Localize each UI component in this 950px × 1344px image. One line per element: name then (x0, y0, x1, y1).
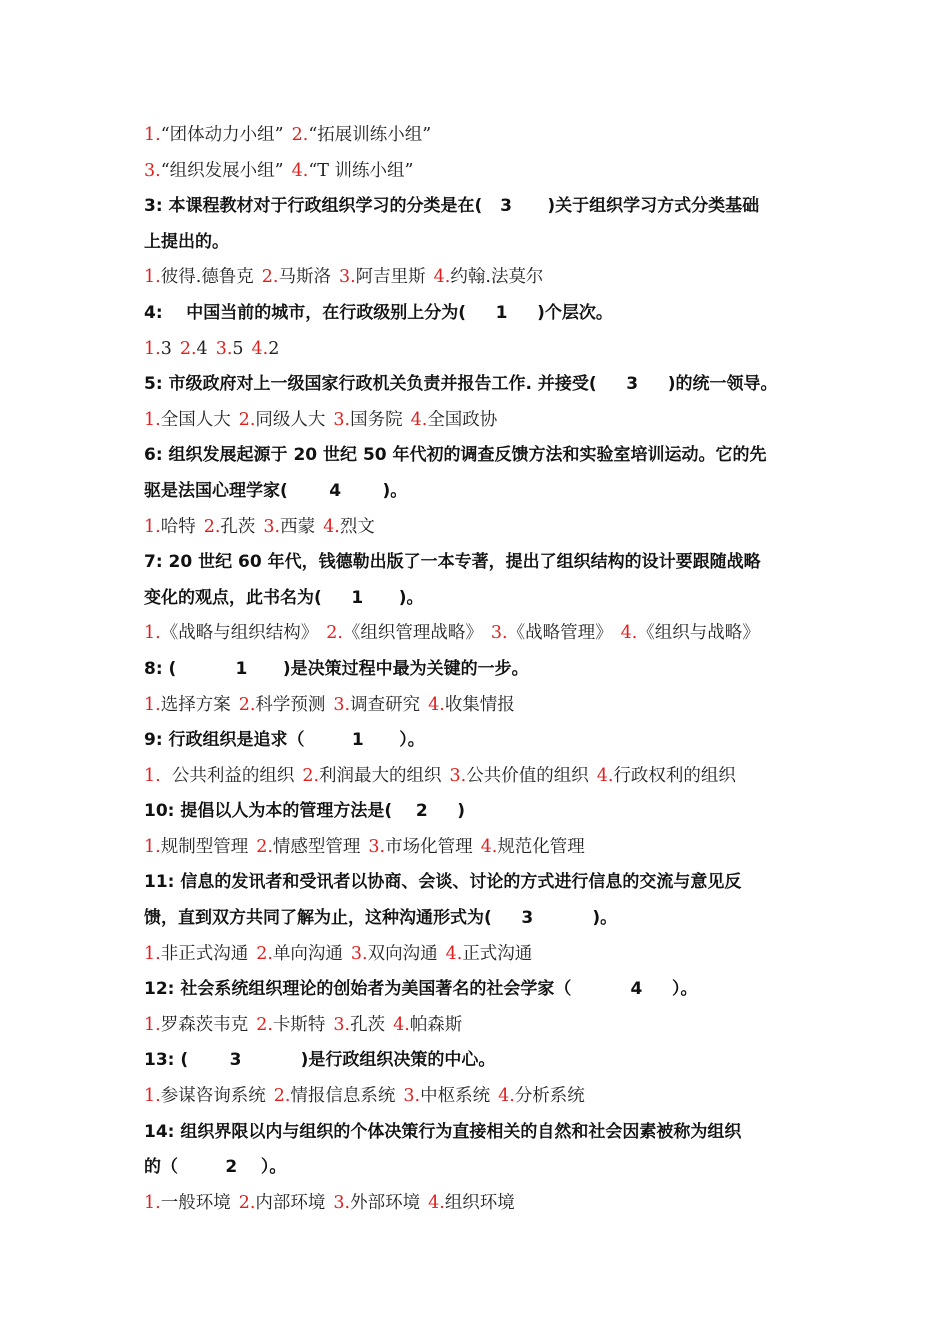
option-text: 全国人大 (160, 409, 231, 430)
question-line (144, 1115, 824, 1151)
options-line (144, 830, 824, 866)
option-number: 4. (433, 267, 451, 288)
option-text: 哈特 (160, 516, 196, 537)
option-number: 1. (144, 125, 161, 145)
option-text: 孔茨 (350, 1014, 386, 1035)
options-line (144, 1186, 824, 1222)
options-line (144, 937, 824, 973)
question-text: 7: 20 世纪 60 年代，钱德勒出版了一本专著，提出了组织结构的设计要跟随战略 (144, 552, 761, 573)
question-text: 4: 中国当前的城市，在行政级别上分为( 1 )个层次。 (144, 302, 613, 323)
option-number: 1. (144, 836, 161, 857)
options-line (144, 118, 824, 154)
option-number: 3. (333, 1014, 351, 1035)
question-line (144, 545, 824, 581)
option-number: 3. (490, 623, 508, 644)
option-number: 1. (144, 267, 161, 288)
option-text: 调查研究 (350, 694, 421, 715)
option-number: 1. (144, 1086, 161, 1107)
option-number: 2. (238, 409, 256, 430)
option-number: 4. (620, 623, 638, 644)
question-text: 8: ( 1 )是决策过程中最为关键的一步。 (144, 658, 529, 679)
option-text: 《战略与组织结构》 (160, 623, 319, 644)
option-text: 科学预测 (255, 694, 326, 715)
option-text: 公共价值的组织 (466, 765, 589, 786)
option-number: 2. (302, 765, 320, 786)
question-text: 11: 信息的发讯者和受讯者以协商、会谈、讨论的方式进行信息的交流与意见反 (144, 872, 742, 893)
option-number: 4. (393, 1014, 410, 1035)
option-number: 2. (238, 1192, 256, 1213)
option-text: 4 (196, 338, 208, 359)
option-number: 1. (144, 1014, 161, 1035)
option-text: 烈文 (339, 516, 375, 537)
option-text: 中枢系统 (420, 1086, 491, 1107)
option-text: 市场化管理 (385, 836, 473, 857)
option-number: 4. (445, 943, 463, 964)
options-line (144, 616, 824, 652)
question-line (144, 367, 824, 403)
option-text: 《组织管理战略》 (342, 623, 483, 644)
question-line (144, 189, 824, 225)
option-number: 4. (428, 694, 445, 715)
option-number: 1. (144, 943, 161, 964)
option-number: 3. (403, 1086, 421, 1107)
question-text: 驱是法国心理学家( 4 )。 (144, 480, 408, 501)
question-text: 的（ 2 ）。 (144, 1157, 287, 1178)
question-line (144, 972, 824, 1008)
options-line (144, 154, 824, 190)
option-number: 2. (326, 623, 343, 644)
options-line (144, 260, 824, 296)
options-line (144, 332, 824, 368)
question-text: 3: 本课程教材对于行政组织学习的分类是在( 3 )关于组织学习方式分类基础 (144, 196, 760, 217)
question-text: 变化的观点，此书名为( 1 )。 (144, 587, 424, 608)
option-number: 4. (291, 160, 309, 181)
option-text: 5 (232, 338, 244, 359)
question-line (144, 438, 824, 474)
option-text: 国务院 (350, 409, 403, 430)
option-text: 收集情报 (444, 694, 515, 715)
option-number: 1. (144, 765, 161, 786)
options-line (144, 510, 824, 546)
option-number: 2. (203, 516, 221, 537)
options-line (144, 1079, 824, 1115)
option-text: 卡斯特 (272, 1014, 326, 1035)
question-line (144, 794, 824, 830)
option-text: 同级人大 (255, 409, 326, 430)
option-text: 《组织与战略》 (637, 623, 760, 644)
option-number: 3. (215, 338, 233, 359)
options-line (144, 1008, 824, 1044)
option-text: 帕森斯 (409, 1014, 463, 1035)
option-text: 《战略管理》 (507, 623, 613, 644)
question-line (144, 1043, 824, 1079)
option-number: 4. (480, 836, 498, 857)
option-number: 3. (350, 943, 368, 964)
option-text: 规范化管理 (497, 836, 585, 857)
question-text: 13: ( 3 )是行政组织决策的中心。 (144, 1050, 496, 1071)
option-text: 罗森茨韦克 (160, 1014, 249, 1035)
option-text: 情感型管理 (272, 836, 361, 857)
question-line (144, 723, 824, 759)
question-text: 上提出的。 (144, 231, 229, 252)
option-number: 3. (263, 516, 281, 537)
option-text: 外部环境 (350, 1192, 421, 1213)
question-text: 馈，直到双方共同了解为止，这种沟通形式为( 3 )。 (144, 908, 618, 929)
option-text: 规制型管理 (160, 836, 249, 857)
question-text: 9: 行政组织是追求（ 1 ）。 (144, 730, 425, 751)
option-number: 3. (144, 160, 161, 181)
option-text: 一般环境 (160, 1192, 231, 1213)
question-line (144, 581, 824, 617)
option-number: 3. (333, 1192, 351, 1213)
question-line (144, 901, 824, 937)
option-number: 2. (273, 1086, 291, 1107)
option-text: 非正式沟通 (160, 943, 249, 964)
option-text: 情报信息系统 (290, 1086, 396, 1107)
question-text: 12: 社会系统组织理论的创始者为美国著名的社会学家（ 4 ）。 (144, 979, 698, 1000)
question-text: 5: 市级政府对上一级国家行政机关负责并报告工作. 并接受( 3 )的统一领导。 (144, 374, 778, 395)
option-text: 彼得.德鲁克 (160, 267, 254, 288)
option-number: 4. (251, 338, 269, 359)
option-number: 2. (256, 943, 273, 964)
document-page (144, 118, 824, 1221)
options-line (144, 403, 824, 439)
option-number: 4. (428, 1192, 445, 1213)
option-text: 马斯洛 (278, 267, 331, 288)
option-text: 公共利益的组织 (160, 765, 295, 786)
question-text: 6: 组织发展起源于 20 世纪 50 年代初的调查反馈方法和实验室培训运动。它的先 (144, 445, 767, 466)
option-number: 4. (596, 765, 614, 786)
option-number: 2. (179, 338, 197, 359)
option-number: 1. (144, 1192, 161, 1213)
option-text: 阿吉里斯 (355, 267, 426, 288)
option-text: 组织环境 (444, 1192, 515, 1213)
option-number: 3. (449, 765, 467, 786)
question-line (144, 652, 824, 688)
option-number: 3. (368, 836, 386, 857)
option-text: “拓展训练小组” (308, 125, 432, 145)
option-text: 单向沟通 (272, 943, 343, 964)
option-text: 西蒙 (280, 516, 316, 537)
option-number: 1. (144, 516, 161, 537)
option-text: 2 (268, 338, 280, 359)
option-number: 3. (333, 409, 351, 430)
options-line (144, 759, 824, 795)
option-number: 2. (256, 836, 273, 857)
option-number: 2. (238, 694, 256, 715)
option-text: 全国政协 (427, 409, 498, 430)
option-text: 内部环境 (255, 1192, 326, 1213)
option-text: “团体动力小组” (160, 125, 284, 145)
option-text: 双向沟通 (367, 943, 438, 964)
question-text: 14: 组织界限以内与组织的个体决策行为直接相关的自然和社会因素被称为组织 (144, 1121, 742, 1142)
option-text: 正式沟通 (462, 943, 533, 964)
option-text: 3 (160, 338, 172, 359)
option-number: 2. (291, 125, 309, 145)
option-number: 1. (144, 623, 161, 644)
option-text: 行政权利的组织 (613, 765, 736, 786)
option-text: 参谋咨询系统 (160, 1086, 266, 1107)
question-line (144, 296, 824, 332)
options-line (144, 688, 824, 724)
option-text: “T 训练小组” (308, 160, 414, 181)
option-number: 4. (410, 409, 428, 430)
option-text: 孔茨 (220, 516, 256, 537)
option-text: 选择方案 (160, 694, 231, 715)
question-line (144, 225, 824, 261)
option-number: 4. (498, 1086, 515, 1107)
question-text: 10: 提倡以人为本的管理方法是( 2 ) (144, 801, 466, 822)
option-number: 2. (256, 1014, 273, 1035)
option-text: 约翰.法莫尔 (450, 267, 544, 288)
option-text: “组织发展小组” (160, 160, 284, 181)
option-number: 1. (144, 694, 161, 715)
option-number: 3. (338, 267, 356, 288)
option-number: 3. (333, 694, 351, 715)
option-number: 4. (323, 516, 340, 537)
option-number: 1. (144, 338, 161, 359)
question-line (144, 474, 824, 510)
question-line (144, 865, 824, 901)
question-line (144, 1150, 824, 1186)
option-number: 2. (261, 267, 279, 288)
option-text: 分析系统 (514, 1086, 585, 1107)
option-number: 1. (144, 409, 161, 430)
option-text: 利润最大的组织 (319, 765, 442, 786)
